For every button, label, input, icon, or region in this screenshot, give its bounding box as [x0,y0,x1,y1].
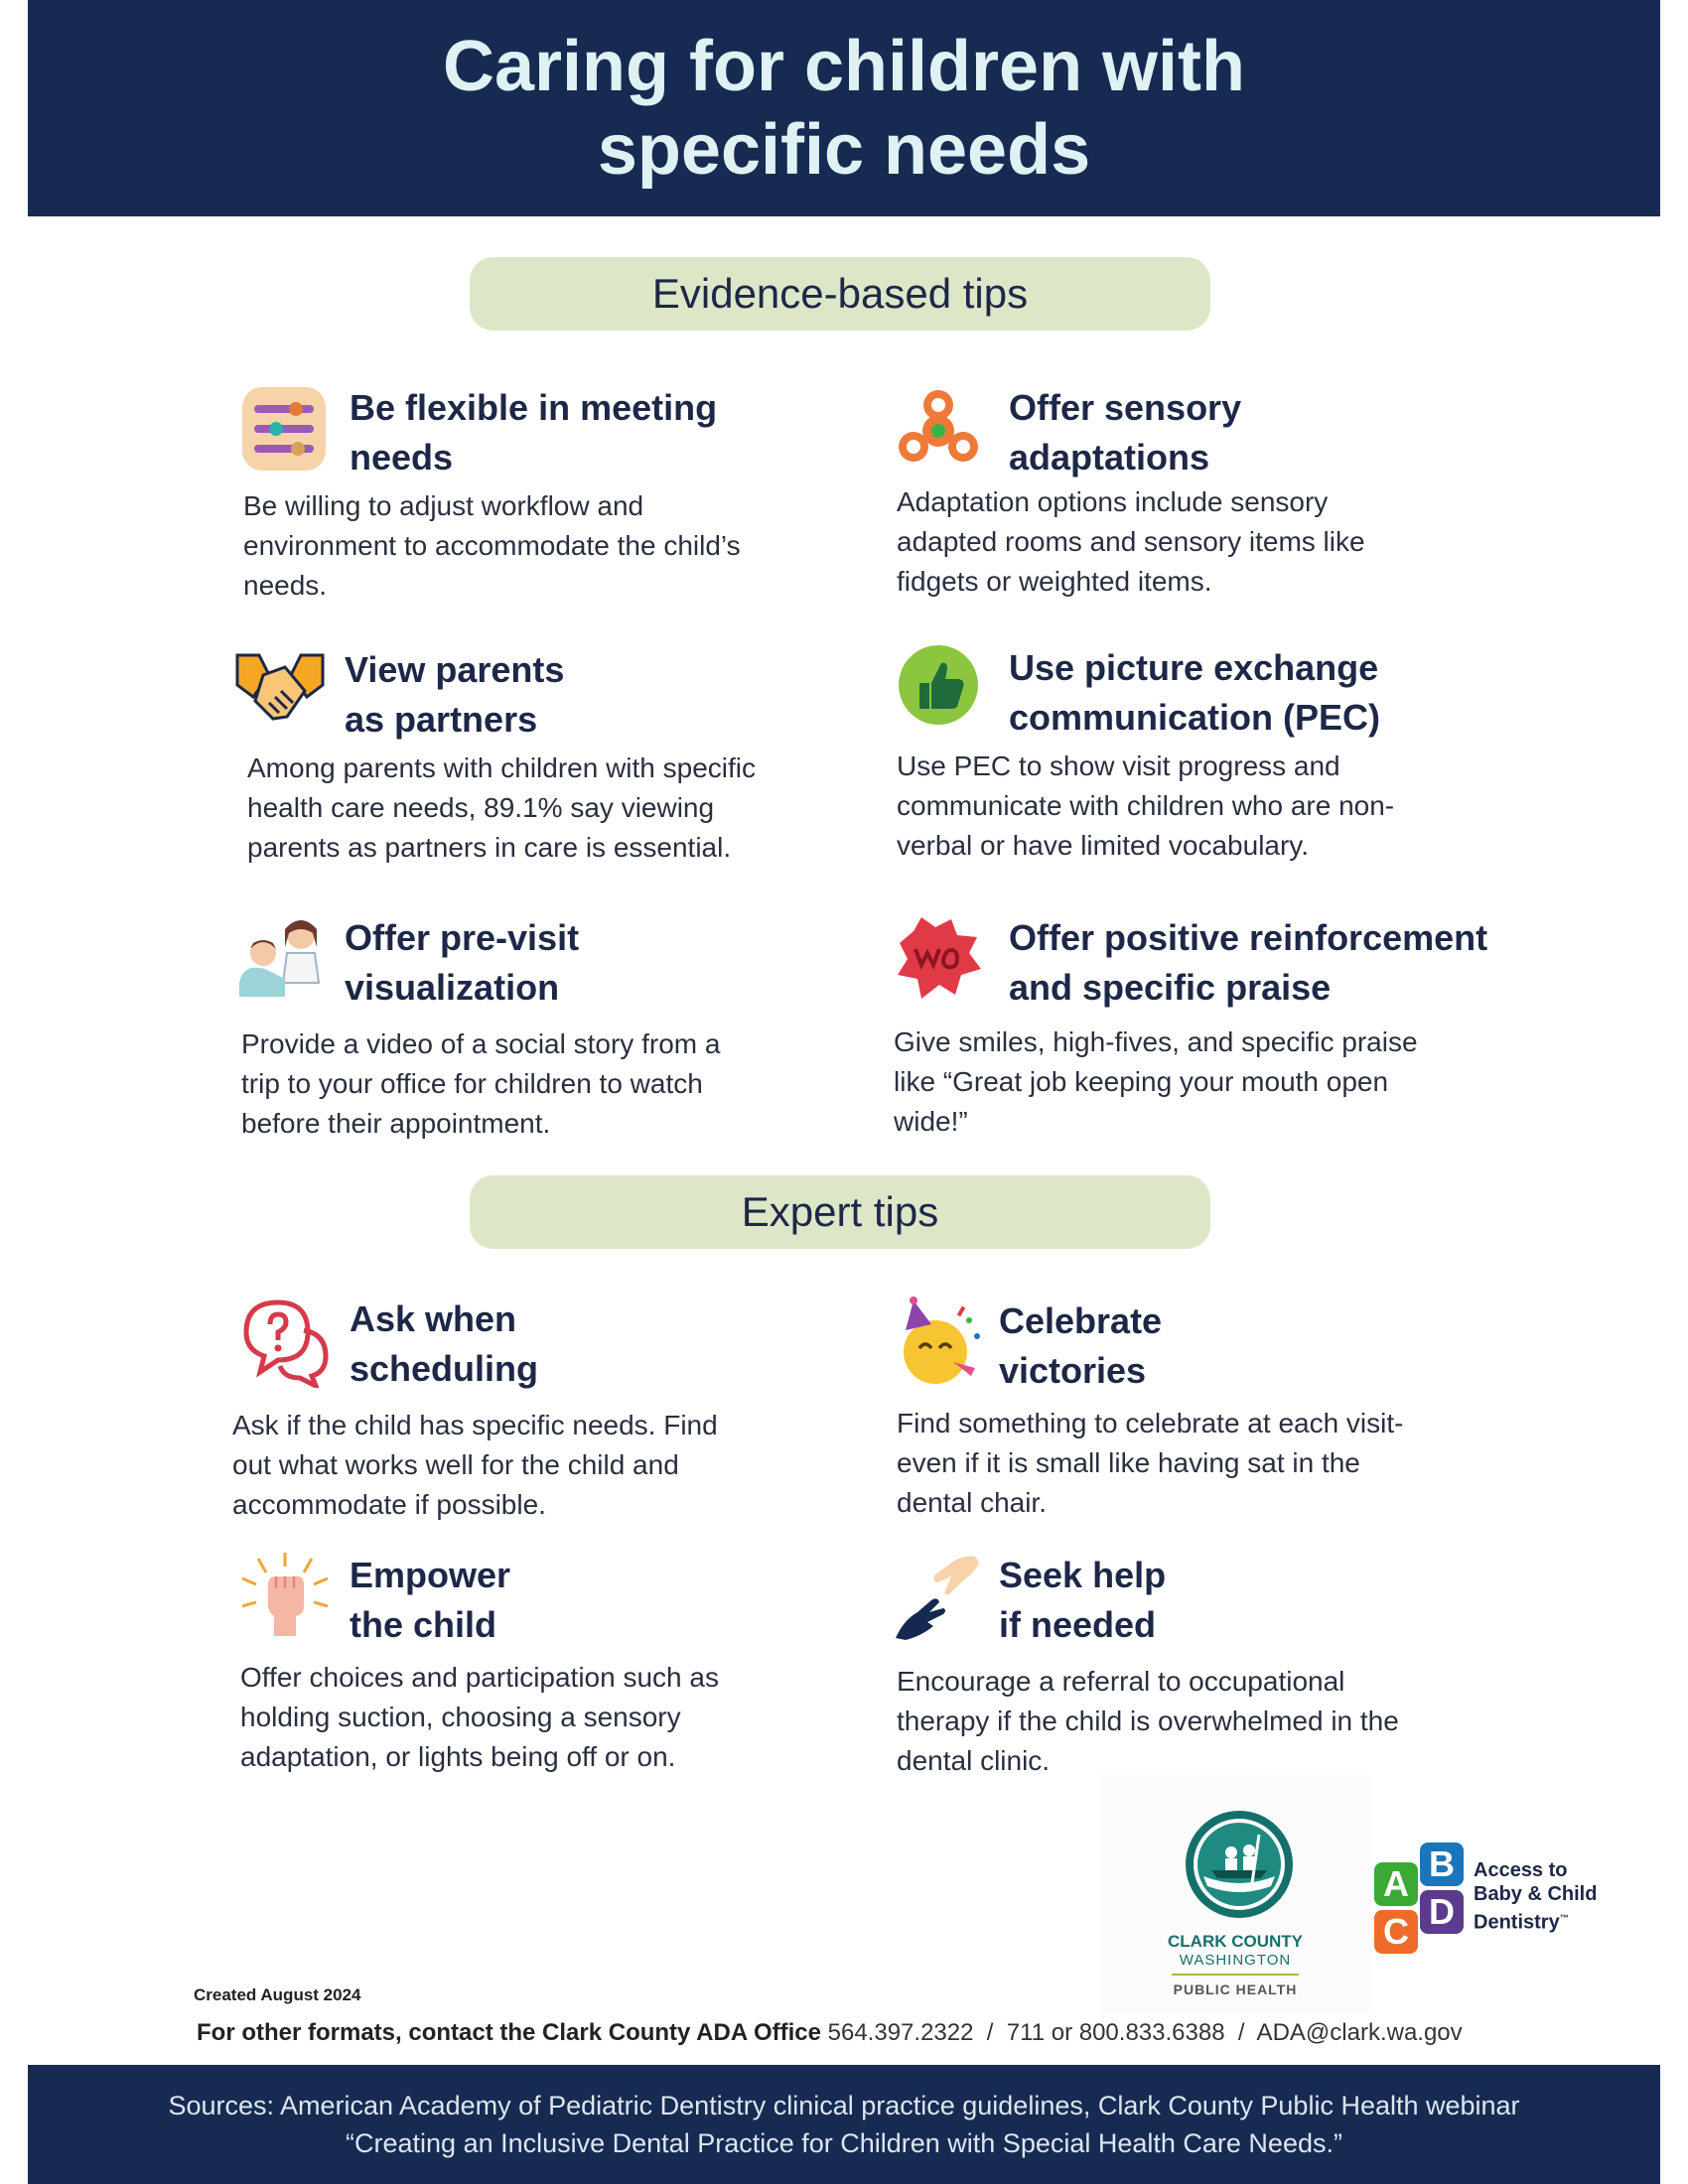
sources-line1: Sources: American Academy of Pediatric Dentistry clinical practice guidelines, Clark County Public Health webinar [168,2091,1520,2120]
raised-fist-icon [238,1551,332,1644]
tip-title: View parents as partners [345,649,565,740]
tip-body: Use PEC to show visit progress and communicate with children who are non- verbal or have limited vocabulary. [897,751,1395,861]
tip-title: Offer pre-visit visualization [345,917,580,1008]
thumbs-up-icon [892,643,985,737]
dentist-patient-icon [233,913,327,1007]
expert-section-label: Expert tips [470,1175,1210,1249]
contact-line [197,2019,1587,2047]
handshake-icon [233,645,327,739]
tip-title: Ask when scheduling [350,1298,539,1389]
party-face-icon [892,1297,985,1390]
question-bubbles-icon [238,1295,332,1388]
contact-label: For other formats, contact the Clark County ADA Office [197,2019,821,2046]
clark-county-logo: CLARK COUNTY WASHINGTON PUBLIC HEALTH [1100,1775,1370,2013]
page-title-line2: specific needs [597,110,1091,190]
tip-body: Give smiles, high-fives, and specific praise like “Great job keeping your mouth open wide!” [894,1026,1418,1137]
contact-numbers: 564.397.2322 / 711 or 800.833.6388 / ADA@clark.wa.gov [827,2019,1463,2046]
tip-title: Offer positive reinforcement and specific praise [1009,917,1488,1008]
tip-title: Be flexible in meeting needs [350,387,718,478]
sliders-icon [238,383,332,477]
tip-body: Encourage a referral to occupational therapy if the child is overwhelmed in the dental clinic. [897,1666,1399,1776]
tip-body: Provide a video of a social story from a trip to your office for children to watch before their appointment. [241,1028,721,1139]
tip-body: Adaptation options include sensory adapted rooms and sensory items like fidgets or weighted items. [897,486,1365,597]
tip-title: Use picture exchange communication (PEC) [1009,647,1381,738]
page-title-line1: Caring for children with [442,27,1246,106]
tip-title: Offer sensory adaptations [1009,387,1242,478]
abcd-logo-mark: A B C D [1374,1843,1466,1954]
partner-logos [1100,1775,1636,2013]
created-date: Created August 2024 [194,1985,361,2004]
clark-county-seal-icon [1182,1807,1297,1922]
tip-title: Seek help if needed [999,1555,1167,1645]
divider [1172,1974,1299,1976]
page-header [28,0,1660,216]
tip-body: Offer choices and participation such as holding suction, choosing a sensory adaptation, or lights being off or on. [240,1662,719,1772]
tip-body: Among parents with children with specific health care needs, 89.1% say viewing parents as partners in care is essential. [247,752,757,863]
abcd-logo-text: Access to Baby & Child Dentistry™ [1474,1859,1598,1934]
sources-line2: “Creating an Inclusive Dental Practice for Children with Special Health Care Needs.” [346,2128,1342,2158]
tip-title: Celebrate victories [999,1300,1163,1391]
sources-footer [28,2065,1660,2184]
tip-body: Ask if the child has specific needs. Find out what works well for the child and accommodate if possible. [232,1410,718,1520]
helping-hands-icon [892,1551,985,1644]
tip-body: Be willing to adjust workflow and environment to accommodate the child’s needs. [243,490,741,601]
tip-title: Empower the child [350,1555,511,1645]
evidence-section-label: Evidence-based tips [470,257,1210,331]
tip-body: Find something to celebrate at each visit- even if it is small like having sat in the dental chair. [897,1408,1404,1518]
wow-burst-icon [892,913,985,1007]
fidget-spinner-icon [892,383,985,477]
